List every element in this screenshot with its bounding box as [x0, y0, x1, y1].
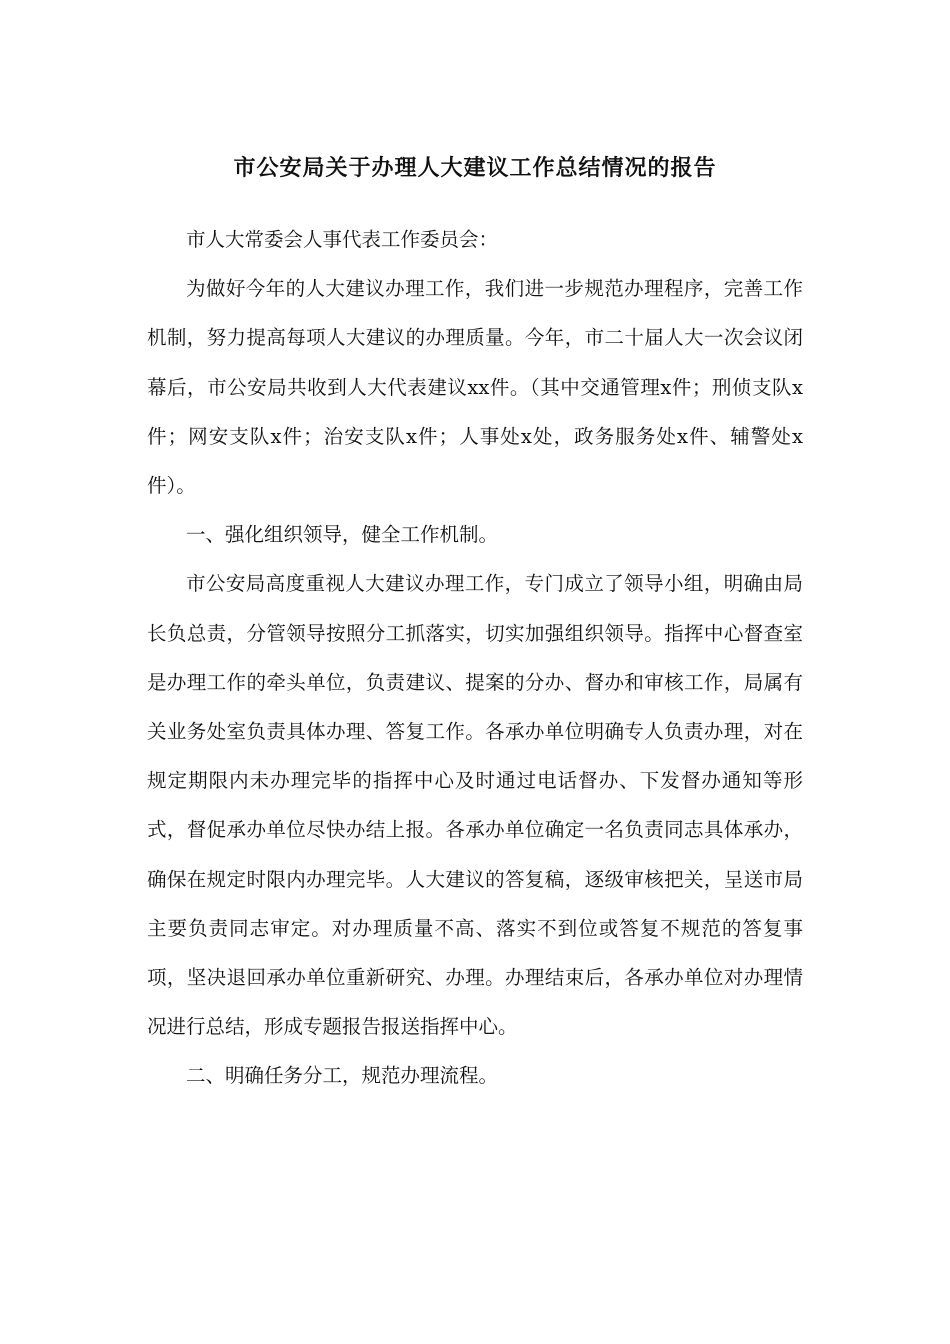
section-heading-1: 一、强化组织领导，健全工作机制。 — [186, 523, 499, 547]
paragraph-section-1: 市公安局高度重视人大建议办理工作，专门成立了领导小组，明确由局长负总责，分管领导按照分工抓落实，切实加强组织领导。指挥中心督查室是办理工作的牵头单位，负责建议、提案的分办、督办和审核工作，局属有关业务处室负责具体办理、答复工作。各承办单位明确专人负责办理，对在规定期限内未办理完毕的指挥中心及时通过电话督办、下发督办通知等形式，督促承办单位尽快办结上报。各承办单位确定一名负责同志具体承办，确保在规定时限内办理完毕。人大建议的答复稿，逐级审核把关，呈送市局主要负责同志审定。对办理质量不高、落实不到位或答复不规范的答复事项，坚决退回承办单位重新研究、办理。办理结束后，各承办单位对办理情况进行总结，形成专题报告报送指挥中心。 — [147, 572, 803, 1039]
section-heading-2: 二、明确任务分工，规范办理流程。 — [186, 1064, 499, 1088]
paragraph-intro: 为做好今年的人大建议办理工作，我们进一步规范办理程序，完善工作机制，努力提高每项人大建议的办理质量。今年，市二十届人大一次会议闭幕后，市公安局共收到人大代表建议xx件。（其中交通管理x件；刑侦支队x件；网安支队x件；治安支队x件；人事处x处，政务服务处x件、辅警处x件）。 — [147, 277, 803, 498]
salutation: 市人大常委会人事代表工作委员会： — [186, 228, 499, 251]
document-title: 市公安局关于办理人大建议工作总结情况的报告 — [233, 155, 717, 181]
document-body — [147, 215, 803, 1101]
